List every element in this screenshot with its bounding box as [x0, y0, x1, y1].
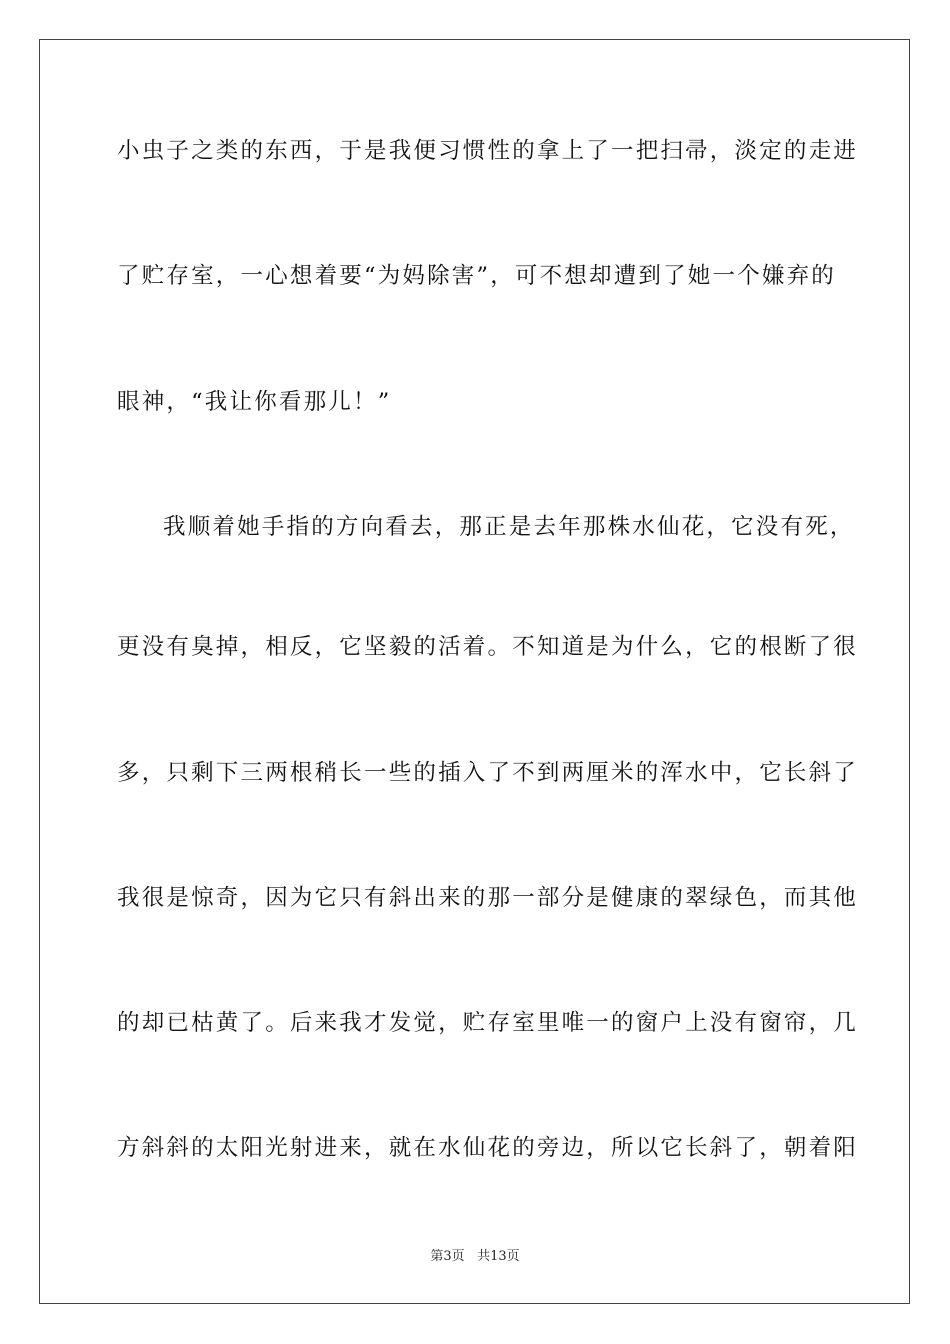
page-footer [0, 1248, 950, 1266]
text-line-1: 小虫子之类的东西，于是我便习惯性的拿上了一把扫帚，淡定的走进 [117, 138, 859, 164]
text-line-2: 了贮存室，一心想着要“为妈除害”，可不想却遭到了她一个嫌弃的 [117, 263, 837, 289]
text-line-4-paragraph-start: 我顺着她手指的方向看去，那正是去年那株水仙花，它没有死， [163, 514, 855, 540]
text-line-8: 的却已枯黄了。后来我才发觉，贮存室里唯一的窗户上没有窗帘，几 [117, 1010, 859, 1036]
page-total: 共13页 [477, 1249, 520, 1264]
text-line-5: 更没有臭掉，相反，它坚毅的活着。不知道是为什么，它的根断了很 [117, 634, 859, 660]
text-line-3: 眼神，“我让你看那儿！” [117, 389, 392, 415]
text-line-6: 多，只剩下三两根稍长一些的插入了不到两厘米的浑水中，它长斜了 [117, 760, 859, 786]
text-line-9: 方斜斜的太阳光射进来，就在水仙花的旁边，所以它长斜了，朝着阳 [117, 1135, 859, 1161]
text-line-7: 我很是惊奇，因为它只有斜出来的那一部分是健康的翠绿色，而其他 [117, 885, 859, 911]
page-border [39, 39, 910, 1304]
page-number: 第3页 [430, 1249, 465, 1264]
